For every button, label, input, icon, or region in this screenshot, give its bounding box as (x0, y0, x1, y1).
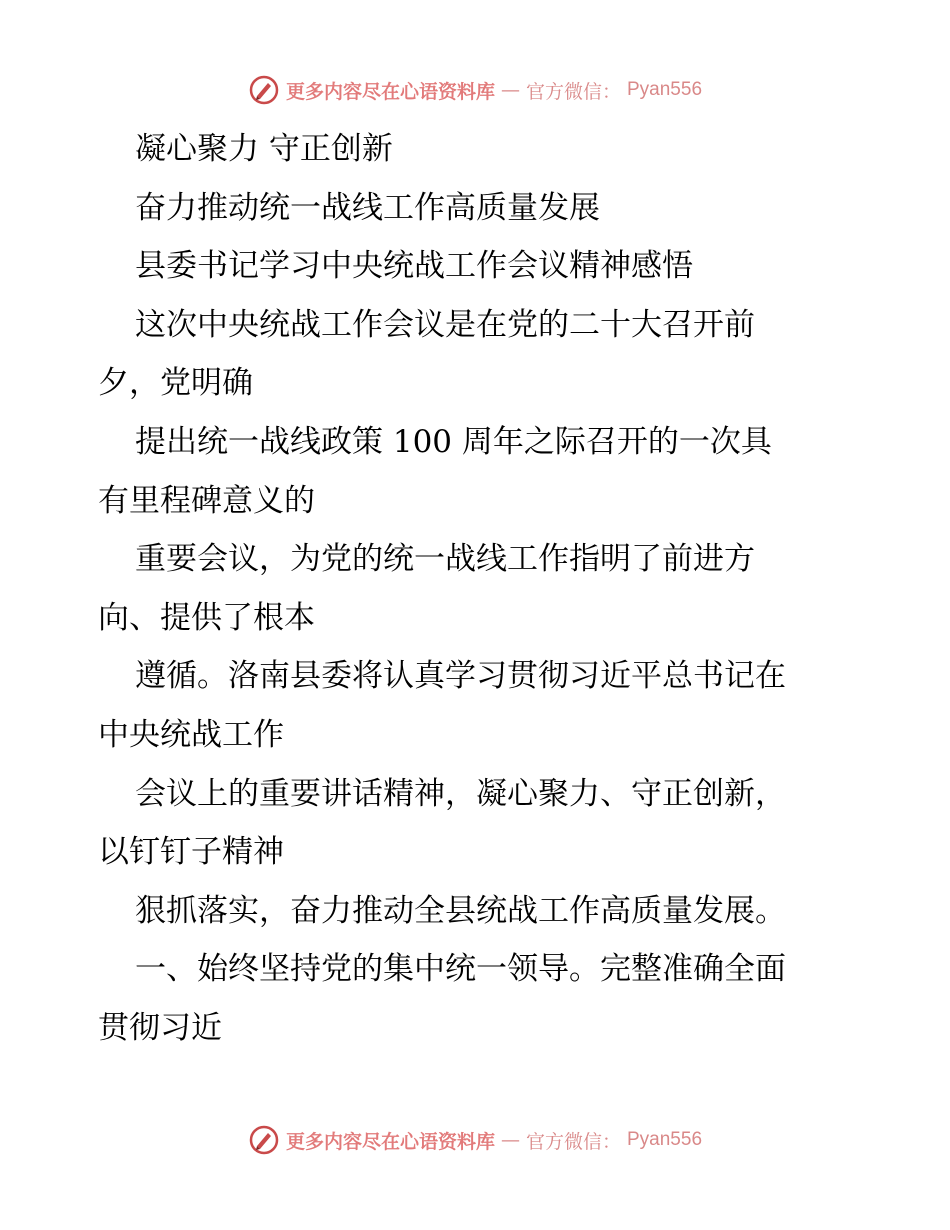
document-body (98, 120, 868, 1058)
watermark-sub-text: 官方微信： (525, 1130, 621, 1153)
watermark-dash: — (500, 79, 520, 101)
text-line: 凝心聚力 守正创新 (135, 131, 393, 167)
pen-logo-icon (248, 1124, 280, 1156)
watermark-main-text: 更多内容尽在心语资料库 (285, 80, 495, 103)
footer-watermark (0, 1120, 950, 1160)
watermark-dash: — (500, 1129, 520, 1151)
watermark-account: Pyan556 (627, 79, 703, 100)
text-line: 狠抓落实，奋力推动全县统战工作高质量发展。 (135, 892, 786, 929)
text-line: 以钉钉子精神 (98, 834, 284, 871)
text-line: 一、始终坚持党的集中统一领导。完整准确全面 (135, 951, 786, 988)
watermark-account: Pyan556 (627, 1129, 703, 1150)
text-line: 提出统一战线政策 100 周年之际召开的一次具 (135, 423, 772, 460)
header-watermark (0, 70, 950, 110)
text-line: 重要会议，为党的统一战线工作指明了前进方 (135, 541, 755, 578)
watermark-main-text: 更多内容尽在心语资料库 (285, 1130, 495, 1153)
text-line: 这次中央统战工作会议是在党的二十大召开前 (135, 306, 755, 343)
text-line: 县委书记学习中央统战工作会议精神感悟 (135, 248, 693, 285)
text-line: 贯彻习近 (98, 1009, 222, 1046)
text-line: 向、提供了根本 (98, 599, 315, 636)
text-line: 有里程碑意义的 (98, 482, 315, 519)
text-line: 夕，党明确 (98, 365, 253, 402)
text-line: 奋力推动统一战线工作高质量发展 (135, 189, 600, 226)
watermark-sub-text: 官方微信： (525, 80, 621, 103)
text-line: 会议上的重要讲话精神，凝心聚力、守正创新， (135, 775, 786, 812)
pen-logo-icon (248, 74, 280, 106)
text-line: 遵循。洛南县委将认真学习贯彻习近平总书记在 (135, 658, 786, 695)
text-line: 中央统战工作 (98, 716, 284, 753)
